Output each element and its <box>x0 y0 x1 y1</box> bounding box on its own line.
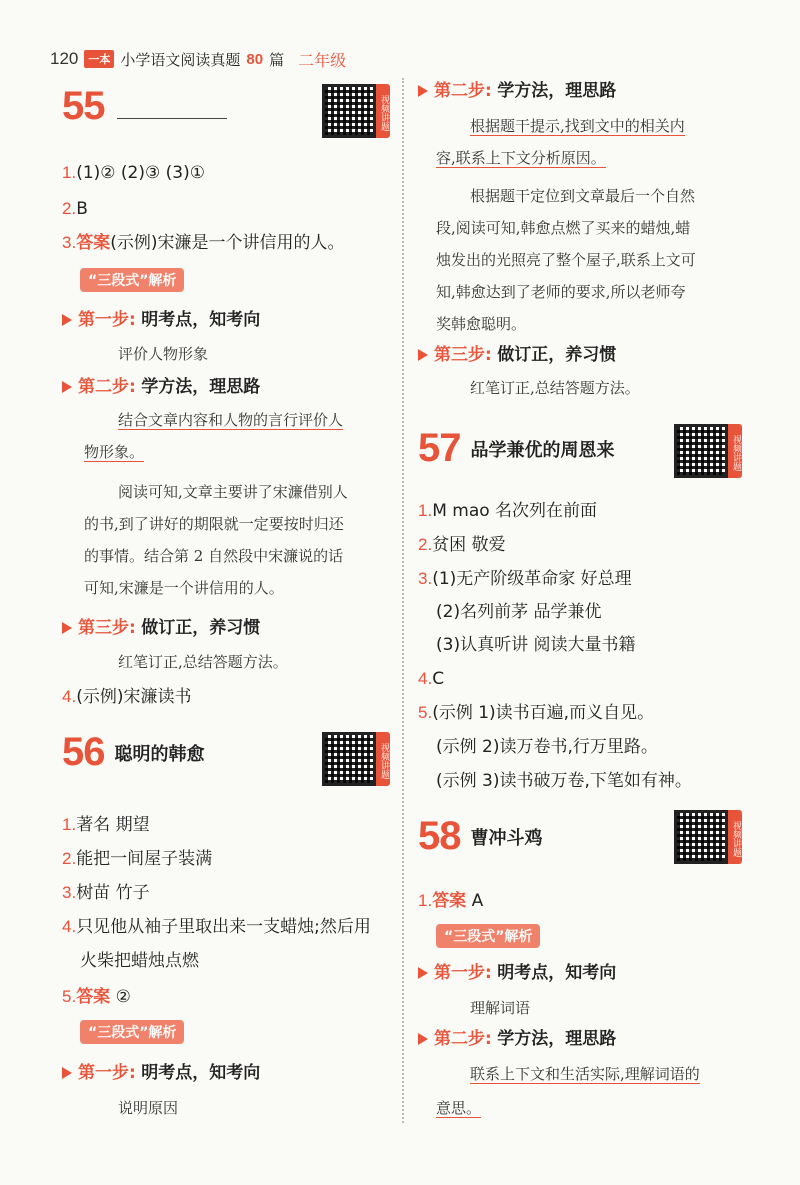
qr-code-58[interactable] <box>674 810 742 864</box>
qr-code-icon <box>322 84 376 138</box>
publisher-logo: 一本 <box>84 50 114 68</box>
step-1-body: 说明原因 <box>118 1099 179 1117</box>
step-2-method-line1: 联系上下文和生活实际,理解词语的 <box>470 1065 700 1083</box>
title-blank-line <box>117 118 227 119</box>
video-tag: 视频讲题 <box>728 424 742 478</box>
step-2-method-line1: 结合文章内容和人物的言行评价人 <box>118 411 344 429</box>
step-1-body: 理解词语 <box>470 999 531 1017</box>
step-2: 第二步: 学方法，理思路 <box>418 1028 616 1050</box>
section-title: 品学兼优的周恩来 <box>470 439 615 461</box>
qr-code-55[interactable] <box>322 84 390 138</box>
step-1-body: 评价人物形象 <box>118 345 209 363</box>
step-1: 第一步: 明考点，知考向 <box>62 1062 260 1084</box>
answer-4: 4.C <box>418 669 445 689</box>
section-number: 55 <box>62 84 105 128</box>
step-2-method-line1: 根据题干提示,找到文中的相关内 <box>470 117 685 135</box>
step-2-method-line2: 物形象。 <box>84 443 145 461</box>
answer-5-1: 5.(示例 1)读书百遍,而义自见。 <box>418 703 655 723</box>
article-count: 80 <box>246 50 264 68</box>
arrow-icon <box>62 314 72 326</box>
step-2-para-1: 根据题干定位到文章最后一个自然 <box>470 187 696 205</box>
answer-4-line2: 火柴把蜡烛点燃 <box>80 951 199 971</box>
section-number: 56 <box>62 730 105 774</box>
page-header <box>50 46 346 72</box>
answer-5: 5.答案 ② <box>62 987 131 1007</box>
video-tag: 视频讲题 <box>376 732 390 786</box>
answer-5-2: (示例 2)读万卷书,行万里路。 <box>436 737 658 757</box>
answer-5-3: (示例 3)读书破万卷,下笔如有神。 <box>436 771 692 791</box>
step-2-para-2: 的书,到了讲好的期限就一定要按时归还 <box>84 515 344 533</box>
step-1: 第一步: 明考点，知考向 <box>62 309 260 331</box>
answer-2: 2.B <box>62 199 88 219</box>
qr-code-icon <box>674 424 728 478</box>
answer-1: 1.(1)② (2)③ (3)① <box>62 163 205 183</box>
step-2-method-line2: 容,联系上下文分析原因。 <box>436 149 606 167</box>
answer-1: 1.著名 期望 <box>62 815 150 835</box>
step-3-body: 红笔订正,总结答题方法。 <box>470 379 640 397</box>
answer-2: 2.贫困 敬爱 <box>418 535 506 555</box>
step-2-para-3: 的事情。结合第 2 自然段中宋濂说的话 <box>84 547 344 565</box>
answer-2: 2.能把一间屋子装满 <box>62 849 213 869</box>
step-2-para-5: 奖韩愈聪明。 <box>436 315 527 333</box>
count-unit: 篇 <box>269 50 285 69</box>
answer-3: 3.树苗 竹子 <box>62 883 150 903</box>
page-number: 120 <box>50 49 79 68</box>
analysis-badge: “三段式”解析 <box>436 924 540 948</box>
answer-4: 4.(示例)宋濂读书 <box>62 687 192 707</box>
step-2-method-line2: 意思。 <box>436 1099 482 1117</box>
step-3-body: 红笔订正,总结答题方法。 <box>118 653 288 671</box>
video-tag: 视频讲题 <box>376 84 390 138</box>
step-2: 第二步: 学方法，理思路 <box>62 376 260 398</box>
answer-3: 3.答案(示例)宋濂是一个讲信用的人。 <box>62 233 345 253</box>
analysis-badge: “三段式”解析 <box>80 1020 184 1044</box>
step-2-para-2: 段,阅读可知,韩愈点燃了买来的蜡烛,蜡 <box>436 219 691 237</box>
arrow-icon <box>62 622 72 634</box>
section-58-heading <box>418 814 543 859</box>
arrow-icon <box>418 349 428 361</box>
book-title: 小学语文阅读真题 <box>120 50 241 69</box>
qr-code-icon <box>322 732 376 786</box>
answer-4-line1: 4.只见他从袖子里取出来一支蜡烛;然后用 <box>62 917 371 937</box>
qr-code-57[interactable] <box>674 424 742 478</box>
arrow-icon <box>418 85 428 97</box>
step-2: 第二步: 学方法，理思路 <box>418 80 616 102</box>
section-title: 聪明的韩愈 <box>114 743 205 765</box>
section-number: 57 <box>418 426 461 470</box>
answer-3-3: (3)认真听讲 阅读大量书籍 <box>436 635 636 655</box>
arrow-icon <box>62 381 72 393</box>
answer-3-2: (2)名列前茅 品学兼优 <box>436 602 602 622</box>
arrow-icon <box>418 1033 428 1045</box>
step-1: 第一步: 明考点，知考向 <box>418 962 616 984</box>
analysis-badge: “三段式”解析 <box>80 268 184 292</box>
answer-1: 1.答案 A <box>418 891 484 911</box>
section-title: 曹冲斗鸡 <box>470 827 543 849</box>
step-2-para-3: 烛发出的光照亮了整个屋子,联系上文可 <box>436 251 696 269</box>
qr-code-56[interactable] <box>322 732 390 786</box>
step-3: 第三步: 做订正，养习惯 <box>62 617 260 639</box>
step-3: 第三步: 做订正，养习惯 <box>418 344 616 366</box>
answer-1: 1.M mao 名次列在前面 <box>418 501 598 521</box>
arrow-icon <box>418 967 428 979</box>
step-2-para-4: 可知,宋濂是一个讲信用的人。 <box>84 579 284 597</box>
qr-code-icon <box>674 810 728 864</box>
step-2-para-1: 阅读可知,文章主要讲了宋濂借别人 <box>118 483 348 501</box>
section-57-heading <box>418 426 615 471</box>
section-56-heading <box>62 730 205 775</box>
section-55-heading <box>62 84 227 129</box>
video-tag: 视频讲题 <box>728 810 742 864</box>
grade-label: 二年级 <box>298 50 347 70</box>
arrow-icon <box>62 1067 72 1079</box>
answer-3-1: 3.(1)无产阶级革命家 好总理 <box>418 569 632 589</box>
column-divider <box>402 78 404 1123</box>
step-2-para-4: 知,韩愈达到了老师的要求,所以老师夸 <box>436 283 686 301</box>
section-number: 58 <box>418 814 461 858</box>
